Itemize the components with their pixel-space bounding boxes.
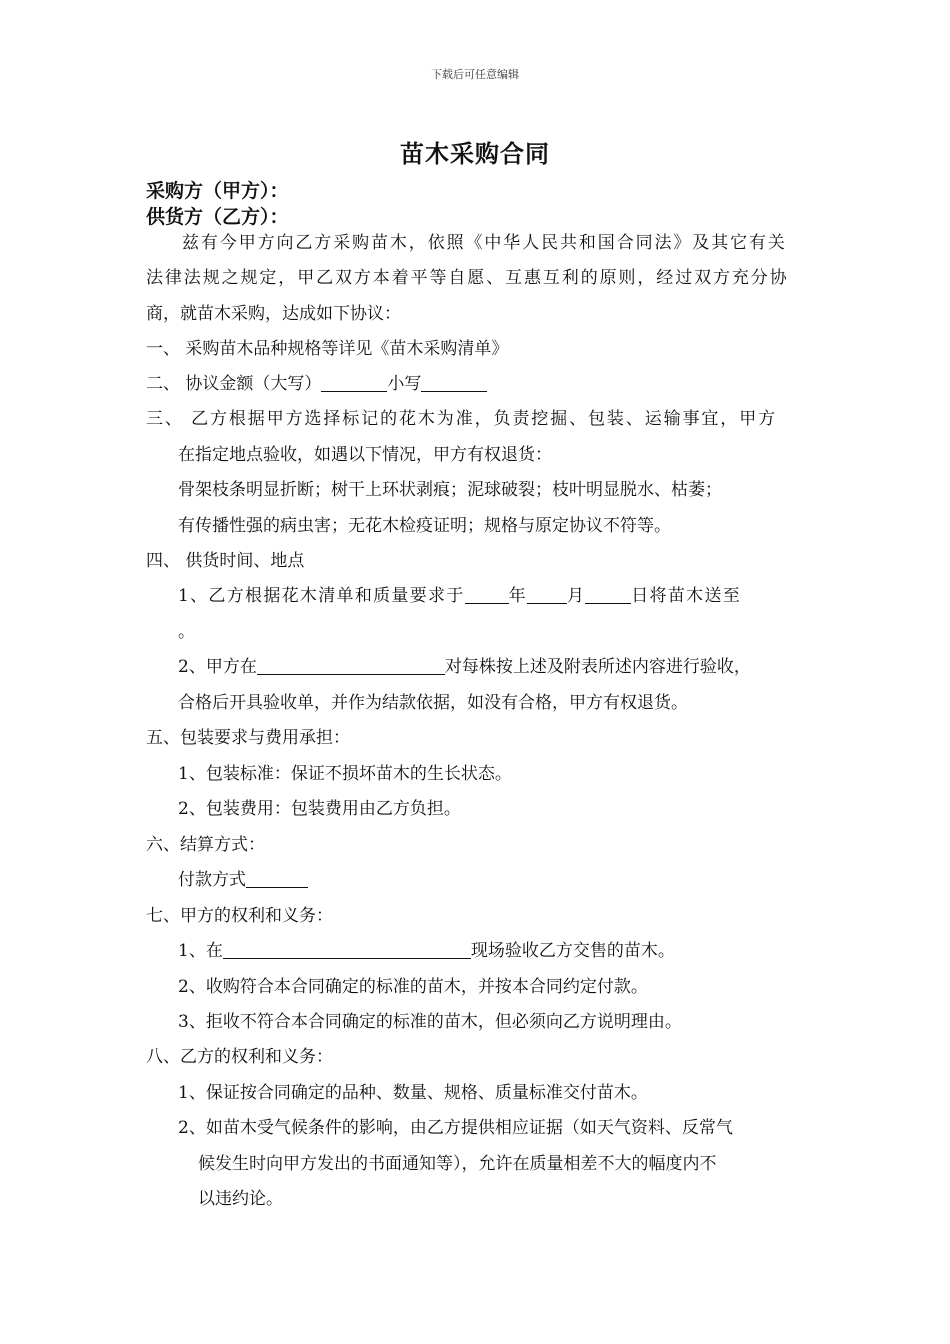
section-2-mid: 小写 xyxy=(387,374,422,394)
section-3-line-4: 有传播性强的病虫害；无花木检疫证明；规格与原定协议不符等。 xyxy=(178,516,671,536)
document-title: 苗木采购合同 xyxy=(400,139,550,168)
header-note: 下载后可任意编辑 xyxy=(431,68,519,81)
section-4-item-1-tail: 。 xyxy=(178,622,195,642)
amount-figures-blank[interactable] xyxy=(421,373,487,392)
acceptance-suffix: 现场验收乙方交售的苗木。 xyxy=(470,941,675,961)
payment-method-blank[interactable] xyxy=(246,869,308,888)
amount-words-blank[interactable] xyxy=(321,373,387,392)
delivery-prefix: 1、乙方根据花木清单和质量要求于 xyxy=(178,586,465,606)
section-5-title: 五、包装要求与费用承担： xyxy=(146,728,350,748)
section-8-item-2-line-3: 以违约论。 xyxy=(198,1189,283,1209)
section-7-item-2: 2、收购符合本合同确定的标准的苗木，并按本合同约定付款。 xyxy=(178,977,648,997)
section-1: 一、 采购苗木品种规格等详见《苗木采购清单》 xyxy=(146,339,509,359)
section-7-item-3: 3、拒收不符合本合同确定的标准的苗木，但必须向乙方说明理由。 xyxy=(178,1012,682,1032)
section-8-item-1: 1、保证按合同确定的品种、数量、规格、质量标准交付苗木。 xyxy=(178,1083,648,1103)
section-2-prefix: 二、 协议金额（大写） xyxy=(146,374,322,394)
inspection-prefix: 2、甲方在 xyxy=(178,657,257,677)
section-3-line-2: 在指定地点验收，如遇以下情况，甲方有权退货： xyxy=(178,445,552,465)
section-4-item-2 xyxy=(178,652,751,677)
party-a-label: 采购方（甲方）： xyxy=(146,180,289,202)
section-7-item-1 xyxy=(178,936,675,961)
delivery-year-blank[interactable] xyxy=(465,585,509,604)
delivery-day-blank[interactable] xyxy=(585,585,631,604)
section-3-line-3: 骨架枝条明显折断；树干上环状剥痕；泥球破裂；枝叶明显脱水、枯萎； xyxy=(178,480,722,500)
section-8-title: 八、乙方的权利和义务： xyxy=(146,1047,333,1067)
section-4-item-2-line-2: 合格后开具验收单，并作为结款依据，如没有合格，甲方有权退货。 xyxy=(178,693,688,713)
delivery-month-blank[interactable] xyxy=(527,585,567,604)
month-label: 月 xyxy=(566,586,586,606)
section-5-item-1: 1、包装标准：保证不损坏苗木的生长状态。 xyxy=(178,764,512,784)
acceptance-place-blank[interactable] xyxy=(223,940,471,959)
year-label: 年 xyxy=(508,586,527,606)
section-2 xyxy=(146,369,487,394)
section-8-item-2-line-1: 2、如苗木受气候条件的影响，由乙方提供相应证据（如天气资料、反常气 xyxy=(178,1118,733,1138)
section-4-title: 四、 供货时间、地点 xyxy=(146,551,305,571)
section-3-line-1: 三、 乙方根据甲方选择标记的花木为准，负责挖掘、包装、运输事宜，甲方 xyxy=(146,409,778,429)
inspection-place-blank[interactable] xyxy=(257,656,445,675)
inspection-suffix: 对每株按上述及附表所述内容进行验收， xyxy=(444,657,751,677)
acceptance-prefix: 1、在 xyxy=(178,941,223,961)
payment-label: 付款方式 xyxy=(178,870,246,890)
section-4-item-1 xyxy=(178,581,741,606)
section-7-title: 七、甲方的权利和义务： xyxy=(146,906,333,926)
section-6-title: 六、结算方式： xyxy=(146,835,265,855)
intro-line-1: 兹有今甲方向乙方采购苗木，依照《中华人民共和国合同法》及其它有关 xyxy=(182,233,787,253)
intro-line-3: 商，就苗木采购，达成如下协议： xyxy=(146,304,401,324)
section-5-item-2: 2、包装费用：包装费用由乙方负担。 xyxy=(178,799,461,819)
section-8-item-2-line-2: 候发生时向甲方发出的书面通知等），允许在质量相差不大的幅度内不 xyxy=(198,1154,717,1174)
party-b-label: 供货方（乙方）： xyxy=(146,206,289,228)
delivery-suffix: 日将苗木送至 xyxy=(631,586,742,606)
intro-line-2: 法律法规之规定，甲乙双方本着平等自愿、互惠互利的原则，经过双方充分协 xyxy=(146,268,789,288)
section-6-payment xyxy=(178,865,308,890)
